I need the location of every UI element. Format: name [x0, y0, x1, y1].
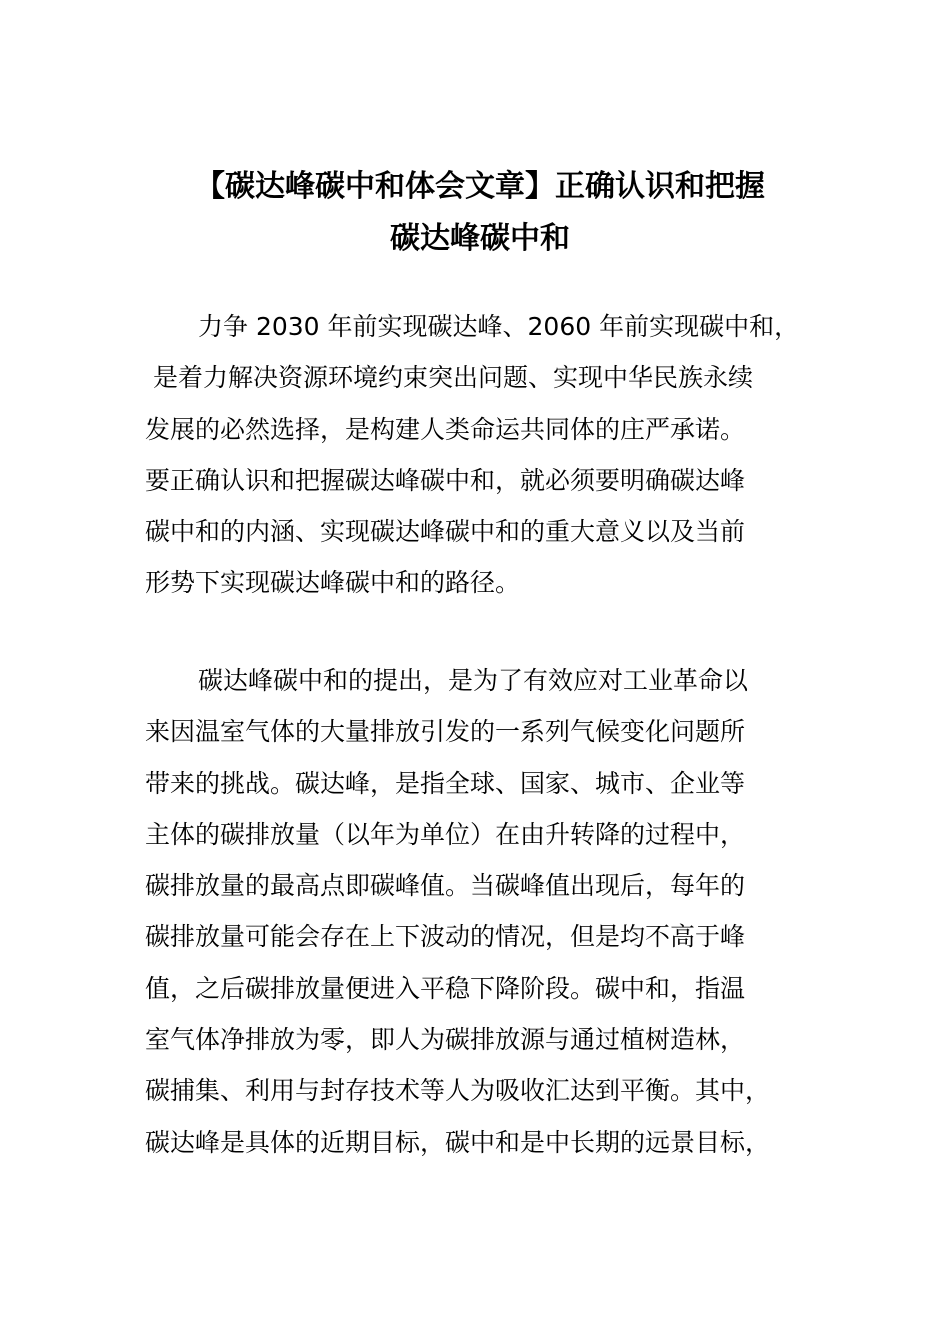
paragraph-line: 碳排放量的最高点即碳峰值。当碳峰值出现后，每年的 — [145, 871, 746, 901]
paragraph-line: 碳排放量可能会存在上下波动的情况，但是均不高于峰 — [145, 922, 746, 952]
paragraph-line: 室气体净排放为零，即人为碳排放源与通过植树造林， — [145, 1025, 746, 1055]
paragraph-line: 碳达峰是具体的近期目标，碳中和是中长期的远景目标， — [145, 1127, 771, 1157]
document-title — [140, 161, 820, 265]
paragraph-line: 力争 2030 年前实现碳达峰、2060 年前实现碳中和， — [198, 312, 800, 341]
paragraph-line: 要正确认识和把握碳达峰碳中和，就必须要明确碳达峰 — [145, 465, 746, 495]
paragraph-line: 带来的挑战。碳达峰，是指全球、国家、城市、企业等 — [145, 768, 746, 798]
title-line-1: 【碳达峰碳中和体会文章】正确认识和把握 — [195, 169, 765, 204]
title-line-2: 碳达峰碳中和 — [390, 221, 570, 256]
paragraph-1 — [145, 301, 845, 609]
paragraph-line: 值，之后碳排放量便进入平稳下降阶段。碳中和，指温 — [145, 973, 746, 1003]
paragraph-line: 是着力解决资源环境约束突出问题、实现中华民族永续 — [145, 363, 753, 393]
paragraph-2 — [145, 655, 845, 1168]
paragraph-line: 发展的必然选择，是构建人类命运共同体的庄严承诺。 — [145, 414, 746, 444]
paragraph-line: 碳达峰碳中和的提出，是为了有效应对工业革命以 — [198, 666, 749, 695]
paragraph-line: 形势下实现碳达峰碳中和的路径。 — [145, 568, 521, 598]
paragraph-line: 来因温室气体的大量排放引发的一系列气候变化问题所 — [145, 717, 746, 747]
paragraph-line: 碳中和的内涵、实现碳达峰碳中和的重大意义以及当前 — [145, 517, 746, 547]
paragraph-line: 主体的碳排放量（以年为单位）在由升转降的过程中， — [145, 819, 746, 849]
paragraph-line: 碳捕集、利用与封存技术等人为吸收汇达到平衡。其中， — [145, 1076, 771, 1106]
